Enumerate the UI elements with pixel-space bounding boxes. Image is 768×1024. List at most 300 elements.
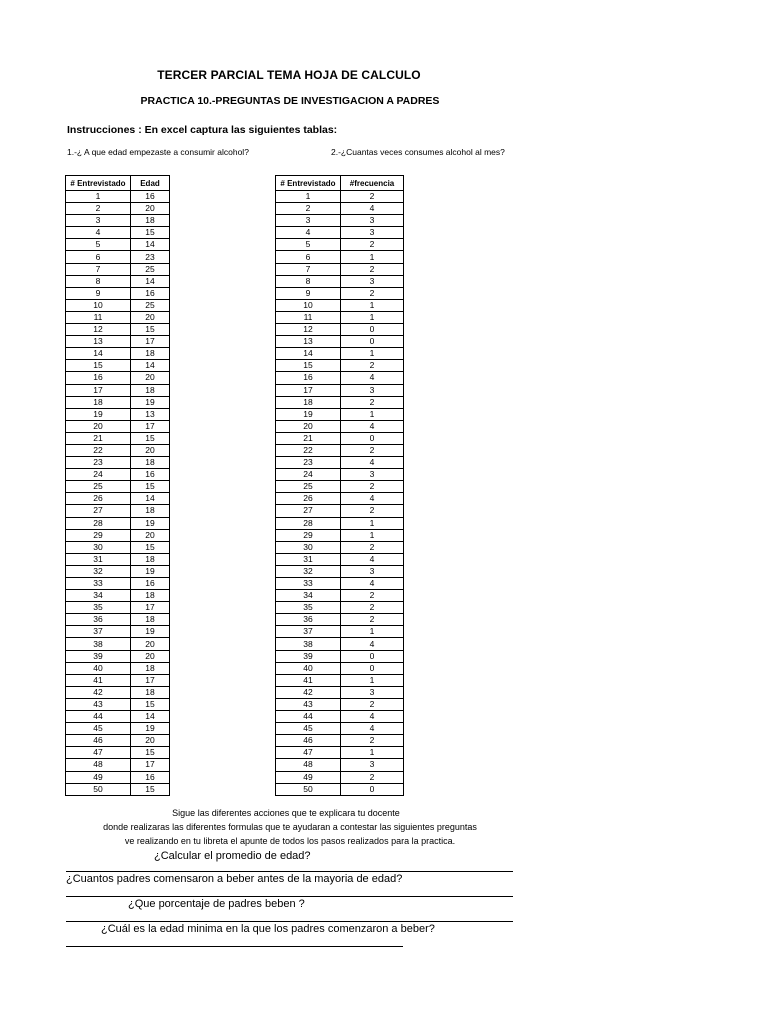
cell-frequency: 1 bbox=[341, 408, 404, 420]
cell-interviewee: 14 bbox=[66, 348, 131, 360]
cell-interviewee: 26 bbox=[276, 493, 341, 505]
cell-interviewee: 37 bbox=[276, 626, 341, 638]
table-row bbox=[66, 638, 170, 650]
cell-frequency: 2 bbox=[341, 481, 404, 493]
table-row bbox=[276, 263, 404, 275]
table-row bbox=[66, 360, 170, 372]
cell-frequency: 4 bbox=[341, 723, 404, 735]
cell-interviewee: 30 bbox=[276, 541, 341, 553]
note-line-3: ve realizando en tu libreta el apunte de todos los pasos realizados para la practica. bbox=[124, 836, 456, 846]
cell-frequency: 1 bbox=[341, 626, 404, 638]
table-row bbox=[276, 215, 404, 227]
cell-interviewee: 30 bbox=[66, 541, 131, 553]
cell-age: 17 bbox=[131, 759, 170, 771]
table-row bbox=[66, 432, 170, 444]
cell-interviewee: 19 bbox=[66, 408, 131, 420]
table-row bbox=[276, 457, 404, 469]
cell-interviewee: 9 bbox=[66, 287, 131, 299]
cell-interviewee: 40 bbox=[66, 662, 131, 674]
instructions-text: Instrucciones : En excel captura las siguientes tablas: bbox=[67, 124, 338, 136]
table-row bbox=[276, 239, 404, 251]
cell-age: 18 bbox=[131, 384, 170, 396]
cell-interviewee: 48 bbox=[66, 759, 131, 771]
table-row bbox=[276, 275, 404, 287]
cell-frequency: 4 bbox=[341, 372, 404, 384]
cell-frequency: 2 bbox=[341, 698, 404, 710]
cell-frequency: 0 bbox=[341, 650, 404, 662]
note-line-2: donde realizaras las diferentes formulas que te ayudaran a contestar las siguientes preguntas bbox=[103, 822, 477, 832]
table-row bbox=[66, 287, 170, 299]
cell-frequency: 2 bbox=[341, 360, 404, 372]
answer-line bbox=[66, 946, 403, 947]
cell-interviewee: 48 bbox=[276, 759, 341, 771]
cell-interviewee: 23 bbox=[66, 457, 131, 469]
cell-interviewee: 16 bbox=[276, 372, 341, 384]
table-row bbox=[276, 553, 404, 565]
cell-frequency: 1 bbox=[341, 747, 404, 759]
cell-interviewee: 1 bbox=[276, 191, 341, 203]
cell-age: 25 bbox=[131, 263, 170, 275]
cell-interviewee: 16 bbox=[66, 372, 131, 384]
cell-interviewee: 20 bbox=[276, 420, 341, 432]
cell-interviewee: 36 bbox=[276, 614, 341, 626]
cell-interviewee: 38 bbox=[276, 638, 341, 650]
table-row bbox=[66, 565, 170, 577]
cell-interviewee: 34 bbox=[276, 590, 341, 602]
cell-interviewee: 40 bbox=[276, 662, 341, 674]
cell-interviewee: 15 bbox=[66, 360, 131, 372]
column-header-frequency: #frecuencia bbox=[341, 176, 404, 191]
cell-interviewee: 7 bbox=[276, 263, 341, 275]
cell-interviewee: 41 bbox=[276, 674, 341, 686]
table-row bbox=[276, 614, 404, 626]
table-row bbox=[66, 251, 170, 263]
cell-age: 18 bbox=[131, 553, 170, 565]
cell-interviewee: 35 bbox=[66, 602, 131, 614]
table-row bbox=[66, 711, 170, 723]
table-row bbox=[276, 311, 404, 323]
cell-interviewee: 19 bbox=[276, 408, 341, 420]
table-row bbox=[276, 602, 404, 614]
cell-frequency: 2 bbox=[341, 396, 404, 408]
table-row bbox=[276, 191, 404, 203]
cell-frequency: 2 bbox=[341, 602, 404, 614]
table-row bbox=[66, 324, 170, 336]
page-title: TERCER PARCIAL TEMA HOJA DE CALCULO bbox=[157, 68, 421, 82]
table-row bbox=[66, 444, 170, 456]
table-row bbox=[276, 324, 404, 336]
table-row bbox=[276, 650, 404, 662]
table-row bbox=[276, 662, 404, 674]
cell-age: 15 bbox=[131, 324, 170, 336]
table-row bbox=[66, 735, 170, 747]
cell-interviewee: 17 bbox=[66, 384, 131, 396]
cell-age: 17 bbox=[131, 420, 170, 432]
table-row bbox=[66, 698, 170, 710]
age-table-body bbox=[66, 191, 170, 796]
cell-interviewee: 26 bbox=[66, 493, 131, 505]
cell-interviewee: 27 bbox=[276, 505, 341, 517]
cell-interviewee: 43 bbox=[66, 698, 131, 710]
cell-interviewee: 3 bbox=[276, 215, 341, 227]
table-row bbox=[276, 444, 404, 456]
cell-interviewee: 42 bbox=[276, 686, 341, 698]
cell-interviewee: 25 bbox=[276, 481, 341, 493]
table-row bbox=[66, 396, 170, 408]
table-row bbox=[276, 771, 404, 783]
cell-interviewee: 36 bbox=[66, 614, 131, 626]
cell-interviewee: 4 bbox=[66, 227, 131, 239]
table-row bbox=[276, 698, 404, 710]
cell-interviewee: 32 bbox=[276, 565, 341, 577]
cell-interviewee: 17 bbox=[276, 384, 341, 396]
table-row bbox=[276, 408, 404, 420]
cell-interviewee: 13 bbox=[276, 336, 341, 348]
cell-interviewee: 29 bbox=[66, 529, 131, 541]
table-row bbox=[276, 578, 404, 590]
cell-frequency: 3 bbox=[341, 565, 404, 577]
cell-age: 14 bbox=[131, 493, 170, 505]
frequency-table bbox=[275, 175, 404, 796]
table-row bbox=[66, 311, 170, 323]
cell-age: 15 bbox=[131, 481, 170, 493]
table-row bbox=[276, 674, 404, 686]
cell-frequency: 2 bbox=[341, 614, 404, 626]
cell-interviewee: 8 bbox=[276, 275, 341, 287]
cell-age: 15 bbox=[131, 747, 170, 759]
table-row bbox=[276, 735, 404, 747]
cell-interviewee: 5 bbox=[276, 239, 341, 251]
cell-frequency: 2 bbox=[341, 735, 404, 747]
cell-age: 19 bbox=[131, 517, 170, 529]
cell-interviewee: 31 bbox=[66, 553, 131, 565]
cell-age: 15 bbox=[131, 227, 170, 239]
cell-frequency: 3 bbox=[341, 384, 404, 396]
cell-frequency: 1 bbox=[341, 529, 404, 541]
table-row bbox=[66, 602, 170, 614]
cell-frequency: 4 bbox=[341, 203, 404, 215]
cell-interviewee: 7 bbox=[66, 263, 131, 275]
cell-frequency: 2 bbox=[341, 505, 404, 517]
cell-frequency: 1 bbox=[341, 251, 404, 263]
cell-interviewee: 45 bbox=[276, 723, 341, 735]
cell-frequency: 0 bbox=[341, 324, 404, 336]
cell-interviewee: 9 bbox=[276, 287, 341, 299]
cell-interviewee: 1 bbox=[66, 191, 131, 203]
table-row bbox=[276, 432, 404, 444]
cell-age: 18 bbox=[131, 614, 170, 626]
question-2-label: 2.-¿Cuantas veces consumes alcohol al mes? bbox=[331, 147, 505, 157]
cell-interviewee: 32 bbox=[66, 565, 131, 577]
cell-interviewee: 22 bbox=[276, 444, 341, 456]
table-row bbox=[66, 493, 170, 505]
table-row bbox=[66, 578, 170, 590]
cell-age: 20 bbox=[131, 203, 170, 215]
column-header-interviewee: # Entrevistado bbox=[66, 176, 131, 191]
cell-age: 15 bbox=[131, 783, 170, 795]
table-row bbox=[276, 336, 404, 348]
table-row bbox=[276, 711, 404, 723]
table-row bbox=[66, 517, 170, 529]
table-row bbox=[66, 650, 170, 662]
cell-interviewee: 50 bbox=[276, 783, 341, 795]
cell-interviewee: 22 bbox=[66, 444, 131, 456]
cell-age: 25 bbox=[131, 299, 170, 311]
table-row bbox=[276, 505, 404, 517]
table-row bbox=[66, 408, 170, 420]
table-row bbox=[66, 674, 170, 686]
cell-frequency: 3 bbox=[341, 215, 404, 227]
page-subtitle: PRACTICA 10.-PREGUNTAS DE INVESTIGACION A PADRES bbox=[140, 95, 440, 107]
cell-frequency: 3 bbox=[341, 759, 404, 771]
table-row bbox=[66, 384, 170, 396]
cell-interviewee: 38 bbox=[66, 638, 131, 650]
cell-frequency: 2 bbox=[341, 287, 404, 299]
cell-interviewee: 21 bbox=[66, 432, 131, 444]
cell-interviewee: 31 bbox=[276, 553, 341, 565]
cell-frequency: 1 bbox=[341, 311, 404, 323]
cell-interviewee: 2 bbox=[66, 203, 131, 215]
table-row bbox=[276, 626, 404, 638]
cell-age: 14 bbox=[131, 275, 170, 287]
cell-age: 16 bbox=[131, 578, 170, 590]
cell-frequency: 2 bbox=[341, 771, 404, 783]
table-row bbox=[276, 590, 404, 602]
table-row bbox=[276, 348, 404, 360]
cell-frequency: 3 bbox=[341, 686, 404, 698]
table-row bbox=[276, 565, 404, 577]
cell-interviewee: 23 bbox=[276, 457, 341, 469]
table-row bbox=[66, 759, 170, 771]
cell-interviewee: 4 bbox=[276, 227, 341, 239]
cell-age: 16 bbox=[131, 771, 170, 783]
cell-interviewee: 43 bbox=[276, 698, 341, 710]
cell-frequency: 1 bbox=[341, 674, 404, 686]
cell-frequency: 0 bbox=[341, 783, 404, 795]
cell-age: 18 bbox=[131, 505, 170, 517]
cell-frequency: 1 bbox=[341, 348, 404, 360]
table-row bbox=[276, 420, 404, 432]
table-row bbox=[276, 372, 404, 384]
table-row bbox=[66, 614, 170, 626]
cell-interviewee: 20 bbox=[66, 420, 131, 432]
cell-interviewee: 6 bbox=[66, 251, 131, 263]
cell-frequency: 1 bbox=[341, 299, 404, 311]
question-underage-start: ¿Cuantos padres comensaron a beber antes de la mayoria de edad? bbox=[66, 873, 403, 885]
table-row bbox=[276, 384, 404, 396]
table-row bbox=[66, 481, 170, 493]
table-row bbox=[276, 493, 404, 505]
table-row bbox=[276, 759, 404, 771]
question-drinking-percentage: ¿Que porcentaje de padres beben ? bbox=[128, 898, 305, 910]
table-row bbox=[66, 783, 170, 795]
cell-frequency: 2 bbox=[341, 541, 404, 553]
table-row bbox=[276, 251, 404, 263]
table-row bbox=[276, 517, 404, 529]
cell-interviewee: 44 bbox=[66, 711, 131, 723]
table-row bbox=[276, 481, 404, 493]
cell-frequency: 4 bbox=[341, 553, 404, 565]
table-row bbox=[66, 541, 170, 553]
cell-age: 17 bbox=[131, 602, 170, 614]
table-row bbox=[66, 336, 170, 348]
question-minimum-age: ¿Cuál es la edad minima en la que los padres comenzaron a beber? bbox=[101, 923, 435, 935]
table-row bbox=[276, 747, 404, 759]
cell-interviewee: 49 bbox=[276, 771, 341, 783]
table-row bbox=[276, 227, 404, 239]
table-row bbox=[66, 626, 170, 638]
cell-frequency: 4 bbox=[341, 493, 404, 505]
table-row bbox=[276, 723, 404, 735]
table-row bbox=[66, 203, 170, 215]
table-row bbox=[66, 299, 170, 311]
table-row bbox=[66, 227, 170, 239]
column-header-age: Edad bbox=[131, 176, 170, 191]
table-row bbox=[276, 203, 404, 215]
cell-interviewee: 49 bbox=[66, 771, 131, 783]
cell-frequency: 3 bbox=[341, 469, 404, 481]
cell-frequency: 2 bbox=[341, 263, 404, 275]
cell-interviewee: 24 bbox=[276, 469, 341, 481]
cell-interviewee: 28 bbox=[66, 517, 131, 529]
cell-interviewee: 11 bbox=[66, 311, 131, 323]
cell-frequency: 4 bbox=[341, 457, 404, 469]
frequency-table-body bbox=[276, 191, 404, 796]
cell-interviewee: 44 bbox=[276, 711, 341, 723]
cell-interviewee: 29 bbox=[276, 529, 341, 541]
age-table bbox=[65, 175, 170, 796]
cell-interviewee: 12 bbox=[66, 324, 131, 336]
cell-interviewee: 3 bbox=[66, 215, 131, 227]
cell-frequency: 0 bbox=[341, 432, 404, 444]
cell-interviewee: 37 bbox=[66, 626, 131, 638]
table-row bbox=[66, 469, 170, 481]
table-row bbox=[66, 348, 170, 360]
table-row bbox=[66, 372, 170, 384]
cell-frequency: 2 bbox=[341, 239, 404, 251]
cell-interviewee: 47 bbox=[66, 747, 131, 759]
table-row bbox=[66, 239, 170, 251]
cell-age: 18 bbox=[131, 662, 170, 674]
question-average-age: ¿Calcular el promedio de edad? bbox=[154, 850, 311, 862]
cell-frequency: 3 bbox=[341, 227, 404, 239]
table-row bbox=[66, 529, 170, 541]
table-row bbox=[276, 299, 404, 311]
cell-interviewee: 42 bbox=[66, 686, 131, 698]
table-row bbox=[66, 505, 170, 517]
cell-age: 23 bbox=[131, 251, 170, 263]
table-row bbox=[276, 541, 404, 553]
cell-interviewee: 13 bbox=[66, 336, 131, 348]
answer-line bbox=[66, 871, 513, 872]
cell-interviewee: 46 bbox=[66, 735, 131, 747]
cell-age: 20 bbox=[131, 372, 170, 384]
cell-interviewee: 5 bbox=[66, 239, 131, 251]
cell-age: 17 bbox=[131, 674, 170, 686]
cell-age: 20 bbox=[131, 638, 170, 650]
cell-frequency: 0 bbox=[341, 662, 404, 674]
table-row bbox=[66, 747, 170, 759]
cell-frequency: 4 bbox=[341, 638, 404, 650]
table-row bbox=[276, 396, 404, 408]
table-row bbox=[66, 723, 170, 735]
table-row bbox=[66, 420, 170, 432]
cell-frequency: 4 bbox=[341, 578, 404, 590]
table-row bbox=[276, 783, 404, 795]
column-header-interviewee: # Entrevistado bbox=[276, 176, 341, 191]
cell-age: 18 bbox=[131, 457, 170, 469]
cell-interviewee: 24 bbox=[66, 469, 131, 481]
cell-frequency: 2 bbox=[341, 444, 404, 456]
cell-age: 14 bbox=[131, 711, 170, 723]
cell-frequency: 4 bbox=[341, 711, 404, 723]
cell-age: 19 bbox=[131, 723, 170, 735]
table-row bbox=[66, 191, 170, 203]
table-row bbox=[66, 275, 170, 287]
cell-interviewee: 33 bbox=[276, 578, 341, 590]
answer-line bbox=[66, 921, 513, 922]
cell-interviewee: 39 bbox=[276, 650, 341, 662]
cell-interviewee: 2 bbox=[276, 203, 341, 215]
cell-age: 16 bbox=[131, 469, 170, 481]
cell-interviewee: 8 bbox=[66, 275, 131, 287]
cell-interviewee: 25 bbox=[66, 481, 131, 493]
cell-interviewee: 21 bbox=[276, 432, 341, 444]
cell-age: 20 bbox=[131, 735, 170, 747]
question-1-label: 1.-¿ A que edad empezaste a consumir alcohol? bbox=[67, 147, 249, 157]
cell-frequency: 2 bbox=[341, 191, 404, 203]
cell-age: 20 bbox=[131, 529, 170, 541]
cell-interviewee: 45 bbox=[66, 723, 131, 735]
cell-interviewee: 41 bbox=[66, 674, 131, 686]
cell-age: 20 bbox=[131, 311, 170, 323]
cell-age: 20 bbox=[131, 650, 170, 662]
cell-interviewee: 18 bbox=[276, 396, 341, 408]
table-row bbox=[66, 263, 170, 275]
table-row bbox=[66, 553, 170, 565]
cell-frequency: 4 bbox=[341, 420, 404, 432]
cell-age: 18 bbox=[131, 590, 170, 602]
cell-frequency: 2 bbox=[341, 590, 404, 602]
cell-interviewee: 27 bbox=[66, 505, 131, 517]
cell-age: 19 bbox=[131, 396, 170, 408]
cell-interviewee: 46 bbox=[276, 735, 341, 747]
cell-age: 18 bbox=[131, 686, 170, 698]
cell-age: 19 bbox=[131, 626, 170, 638]
table-row bbox=[276, 529, 404, 541]
cell-interviewee: 18 bbox=[66, 396, 131, 408]
table-row bbox=[276, 469, 404, 481]
table-row bbox=[276, 360, 404, 372]
cell-interviewee: 15 bbox=[276, 360, 341, 372]
cell-age: 20 bbox=[131, 444, 170, 456]
cell-interviewee: 50 bbox=[66, 783, 131, 795]
cell-interviewee: 35 bbox=[276, 602, 341, 614]
cell-interviewee: 34 bbox=[66, 590, 131, 602]
cell-interviewee: 33 bbox=[66, 578, 131, 590]
note-line-1: Sigue las diferentes acciones que te explicara tu docente bbox=[172, 808, 400, 818]
table-row bbox=[66, 771, 170, 783]
table-row bbox=[276, 287, 404, 299]
table-row bbox=[276, 686, 404, 698]
table-row bbox=[66, 215, 170, 227]
cell-interviewee: 47 bbox=[276, 747, 341, 759]
cell-age: 17 bbox=[131, 336, 170, 348]
table-row bbox=[66, 662, 170, 674]
cell-interviewee: 39 bbox=[66, 650, 131, 662]
answer-line bbox=[66, 896, 513, 897]
cell-frequency: 3 bbox=[341, 275, 404, 287]
